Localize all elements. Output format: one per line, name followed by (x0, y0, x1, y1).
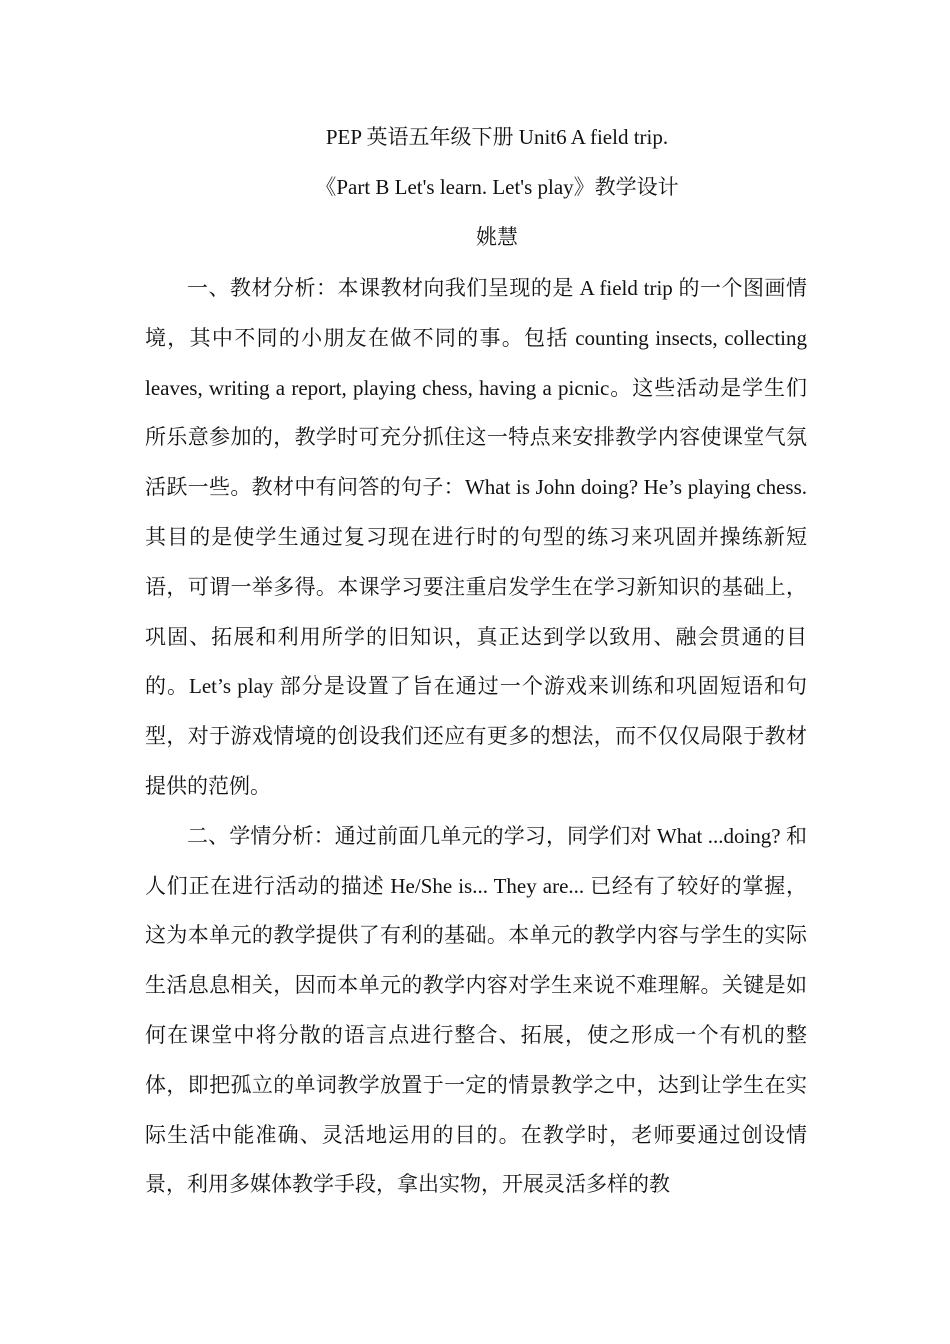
document-title: PEP 英语五年级下册 Unit6 A field trip. (325, 125, 669, 149)
paragraph-textbook-analysis: 一、教材分析：本课教材向我们呈现的是 A field trip 的一个图画情境，其中不同的小朋友在做不同的事。包括 counting insects, collecting leaves, writing a report, playing chess, having a picnic。这些活动是学生们所乐意参加的，教学时可充分抓住这一特点来安排教学内容使课堂气氛活跃一些。教材中有问答的句子：What is John doing? He’s playing chess.其目的是使学生通过复习现在进行时的句型的练习来巩固并操练新短语，可谓一举多得。本课学习要注重启发学生在学习新知识的基础上，巩固、拓展和利用所学的旧知识，真正达到学以致用、融会贯通的目的。Let’s play 部分是设置了旨在通过一个游戏来训练和巩固短语和句型，对于游戏情境的创设我们还应有更多的想法，而不仅仅局限于教材提供的范例。 (145, 276, 807, 798)
document-body (145, 264, 807, 1210)
paragraph-learner-analysis: 二、学情分析：通过前面几单元的学习，同学们对 What ...doing? 和人们正在进行活动的描述 He/She is... They are... 已经有了较好的掌握，这为本单元的教学提供了有利的基础。本单元的教学内容与学生的实际生活息息相关，因而本单元的教学内容对学生来说不难理解。关键是如何在课堂中将分散的语言点进行整合、拓展，使之形成一个有机的整体，即把孤立的单词教学放置于一定的情景教学之中，达到让学生在实际生活中能准确、灵活地运用的目的。在教学时，老师要通过创设情景，利用多媒体教学手段，拿出实物，开展灵活多样的教 (145, 823, 807, 1197)
document-subtitle: 《Part B Let's learn. Let's play》教学设计 (315, 175, 679, 199)
document-author: 姚慧 (476, 225, 518, 249)
